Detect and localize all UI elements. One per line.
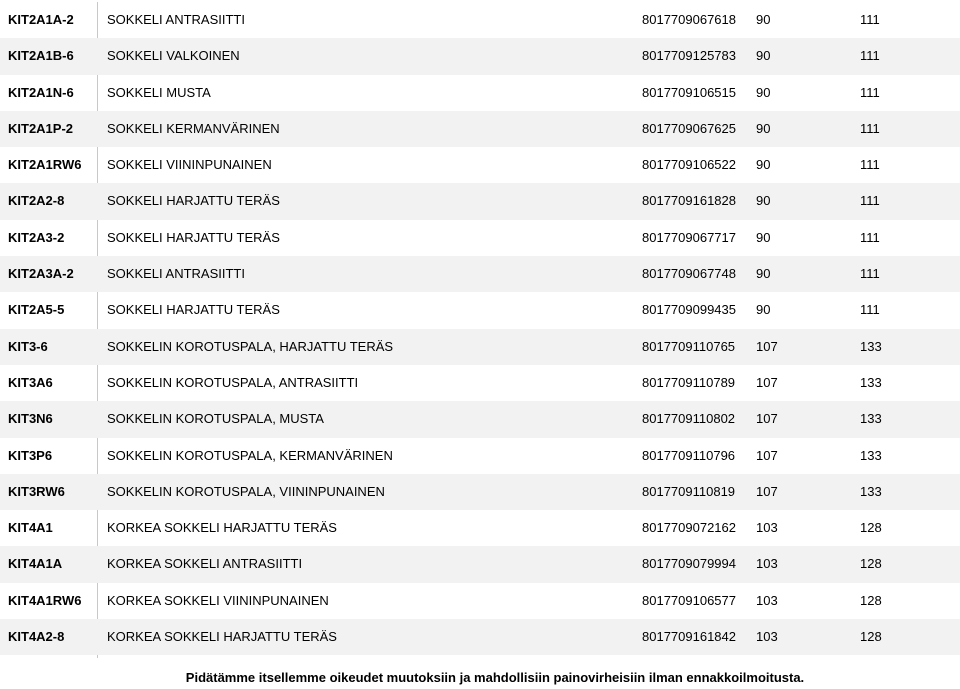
product-ean: 8017709099435 bbox=[642, 302, 736, 318]
product-value-b: 111 bbox=[860, 48, 880, 64]
product-name: KORKEA SOKKELI ANTRASIITTI bbox=[107, 556, 303, 572]
product-value-a: 103 bbox=[756, 520, 778, 536]
table-row bbox=[0, 546, 960, 582]
table-row bbox=[0, 111, 960, 147]
table-row bbox=[0, 183, 960, 219]
product-value-a: 90 bbox=[756, 193, 771, 209]
product-value-b: 111 bbox=[860, 302, 880, 318]
product-name: SOKKELIN KOROTUSPALA, HARJATTU TERÄS bbox=[107, 338, 394, 354]
product-value-a: 107 bbox=[756, 374, 778, 390]
product-value-b: 128 bbox=[860, 520, 882, 536]
product-ean: 8017709110819 bbox=[642, 483, 736, 499]
table-row bbox=[0, 365, 960, 401]
table-row bbox=[0, 619, 960, 655]
product-code: KIT2A1RW6 bbox=[8, 157, 82, 173]
product-value-a: 107 bbox=[756, 483, 778, 499]
product-value-b: 133 bbox=[860, 483, 882, 499]
product-ean: 8017709067618 bbox=[642, 12, 736, 27]
product-value-b: 111 bbox=[860, 229, 880, 245]
table-row bbox=[0, 2, 960, 38]
product-value-a: 90 bbox=[756, 48, 771, 64]
product-ean: 8017709110789 bbox=[642, 374, 736, 390]
product-value-a: 90 bbox=[756, 229, 771, 245]
product-code: KIT2A1A-2 bbox=[8, 12, 74, 27]
product-value-a: 103 bbox=[756, 556, 778, 572]
product-ean: 8017709106515 bbox=[642, 84, 736, 100]
product-code: KIT2A1B-6 bbox=[8, 48, 74, 64]
product-code: KIT3-6 bbox=[8, 338, 48, 354]
product-value-b: 111 bbox=[860, 84, 880, 100]
product-ean: 8017709079994 bbox=[642, 556, 736, 572]
product-name: SOKKELI VIININPUNAINEN bbox=[107, 157, 272, 173]
product-code: KIT3A6 bbox=[8, 374, 53, 390]
table-row bbox=[0, 256, 960, 292]
table-row bbox=[0, 401, 960, 437]
product-name: SOKKELI HARJATTU TERÄS bbox=[107, 193, 280, 209]
product-name: SOKKELI HARJATTU TERÄS bbox=[107, 302, 280, 318]
table-row bbox=[0, 38, 960, 74]
product-value-b: 128 bbox=[860, 556, 882, 572]
table-row bbox=[0, 510, 960, 546]
product-value-a: 90 bbox=[756, 266, 771, 282]
product-code: KIT3RW6 bbox=[8, 483, 65, 499]
product-name: SOKKELIN KOROTUSPALA, KERMANVÄRINEN bbox=[107, 447, 393, 463]
product-ean: 8017709072162 bbox=[642, 520, 736, 536]
product-value-b: 111 bbox=[860, 193, 880, 209]
product-code: KIT2A1N-6 bbox=[8, 84, 74, 100]
disclaimer-footer bbox=[0, 668, 960, 688]
product-ean: 8017709125783 bbox=[642, 48, 736, 64]
product-value-a: 90 bbox=[756, 12, 771, 27]
product-code: KIT2A5-5 bbox=[8, 302, 65, 318]
product-code: KIT3N6 bbox=[8, 411, 53, 427]
product-code: KIT4A1 bbox=[8, 520, 53, 536]
product-name: SOKKELIN KOROTUSPALA, VIININPUNAINEN bbox=[107, 483, 385, 499]
product-ean: 8017709110765 bbox=[642, 338, 736, 354]
product-value-a: 103 bbox=[756, 592, 778, 608]
product-rows bbox=[0, 2, 960, 655]
product-value-a: 103 bbox=[756, 629, 778, 645]
product-ean: 8017709106577 bbox=[642, 592, 736, 608]
product-ean: 8017709067748 bbox=[642, 266, 736, 282]
table-row bbox=[0, 147, 960, 183]
product-name: SOKKELI VALKOINEN bbox=[107, 48, 240, 64]
product-value-b: 111 bbox=[860, 120, 880, 136]
product-name: SOKKELI MUSTA bbox=[107, 84, 211, 100]
product-value-a: 107 bbox=[756, 411, 778, 427]
product-code: KIT2A1P-2 bbox=[8, 120, 74, 136]
table-row bbox=[0, 292, 960, 328]
product-value-b: 128 bbox=[860, 592, 882, 608]
disclaimer-text: Pidätämme itsellemme oikeudet muutoksiin ja mahdollisiin painovirheisiin ilman ennakkoilmoitusta. bbox=[185, 670, 805, 685]
product-value-a: 107 bbox=[756, 447, 778, 463]
product-name: SOKKELI ANTRASIITTI bbox=[107, 12, 245, 27]
product-value-a: 90 bbox=[756, 302, 771, 318]
table-row bbox=[0, 474, 960, 510]
product-ean: 8017709106522 bbox=[642, 157, 736, 173]
product-ean: 8017709067717 bbox=[642, 229, 736, 245]
product-ean: 8017709161828 bbox=[642, 193, 736, 209]
product-value-b: 111 bbox=[860, 157, 880, 173]
product-name: SOKKELI KERMANVÄRINEN bbox=[107, 120, 280, 136]
product-value-a: 90 bbox=[756, 120, 771, 136]
product-ean: 8017709110802 bbox=[642, 411, 736, 427]
product-name: SOKKELIN KOROTUSPALA, ANTRASIITTI bbox=[107, 374, 359, 390]
product-value-a: 90 bbox=[756, 84, 771, 100]
product-ean: 8017709110796 bbox=[642, 447, 736, 463]
product-code: KIT4A1A bbox=[8, 556, 63, 572]
product-name: SOKKELI ANTRASIITTI bbox=[107, 266, 245, 282]
product-name: KORKEA SOKKELI HARJATTU TERÄS bbox=[107, 520, 337, 536]
product-code: KIT3P6 bbox=[8, 447, 53, 463]
product-value-b: 111 bbox=[860, 266, 880, 282]
table-row bbox=[0, 438, 960, 474]
product-value-b: 128 bbox=[860, 629, 882, 645]
product-ean: 8017709161842 bbox=[642, 629, 736, 645]
product-table bbox=[0, 2, 960, 655]
product-name: SOKKELI HARJATTU TERÄS bbox=[107, 229, 280, 245]
table-row bbox=[0, 75, 960, 111]
product-value-a: 90 bbox=[756, 157, 771, 173]
product-value-a: 107 bbox=[756, 338, 778, 354]
product-ean: 8017709067625 bbox=[642, 120, 736, 136]
table-row bbox=[0, 220, 960, 256]
product-code: KIT2A3-2 bbox=[8, 229, 65, 245]
product-value-b: 133 bbox=[860, 411, 882, 427]
product-name: SOKKELIN KOROTUSPALA, MUSTA bbox=[107, 411, 324, 427]
product-value-b: 111 bbox=[860, 12, 880, 27]
product-value-b: 133 bbox=[860, 338, 882, 354]
table-row bbox=[0, 583, 960, 619]
product-code: KIT2A3A-2 bbox=[8, 266, 74, 282]
product-code: KIT2A2-8 bbox=[8, 193, 65, 209]
product-value-b: 133 bbox=[860, 374, 882, 390]
product-name: KORKEA SOKKELI HARJATTU TERÄS bbox=[107, 629, 337, 645]
product-name: KORKEA SOKKELI VIININPUNAINEN bbox=[107, 592, 329, 608]
product-value-b: 133 bbox=[860, 447, 882, 463]
product-code: KIT4A1RW6 bbox=[8, 592, 82, 608]
product-code: KIT4A2-8 bbox=[8, 629, 65, 645]
table-row bbox=[0, 329, 960, 365]
